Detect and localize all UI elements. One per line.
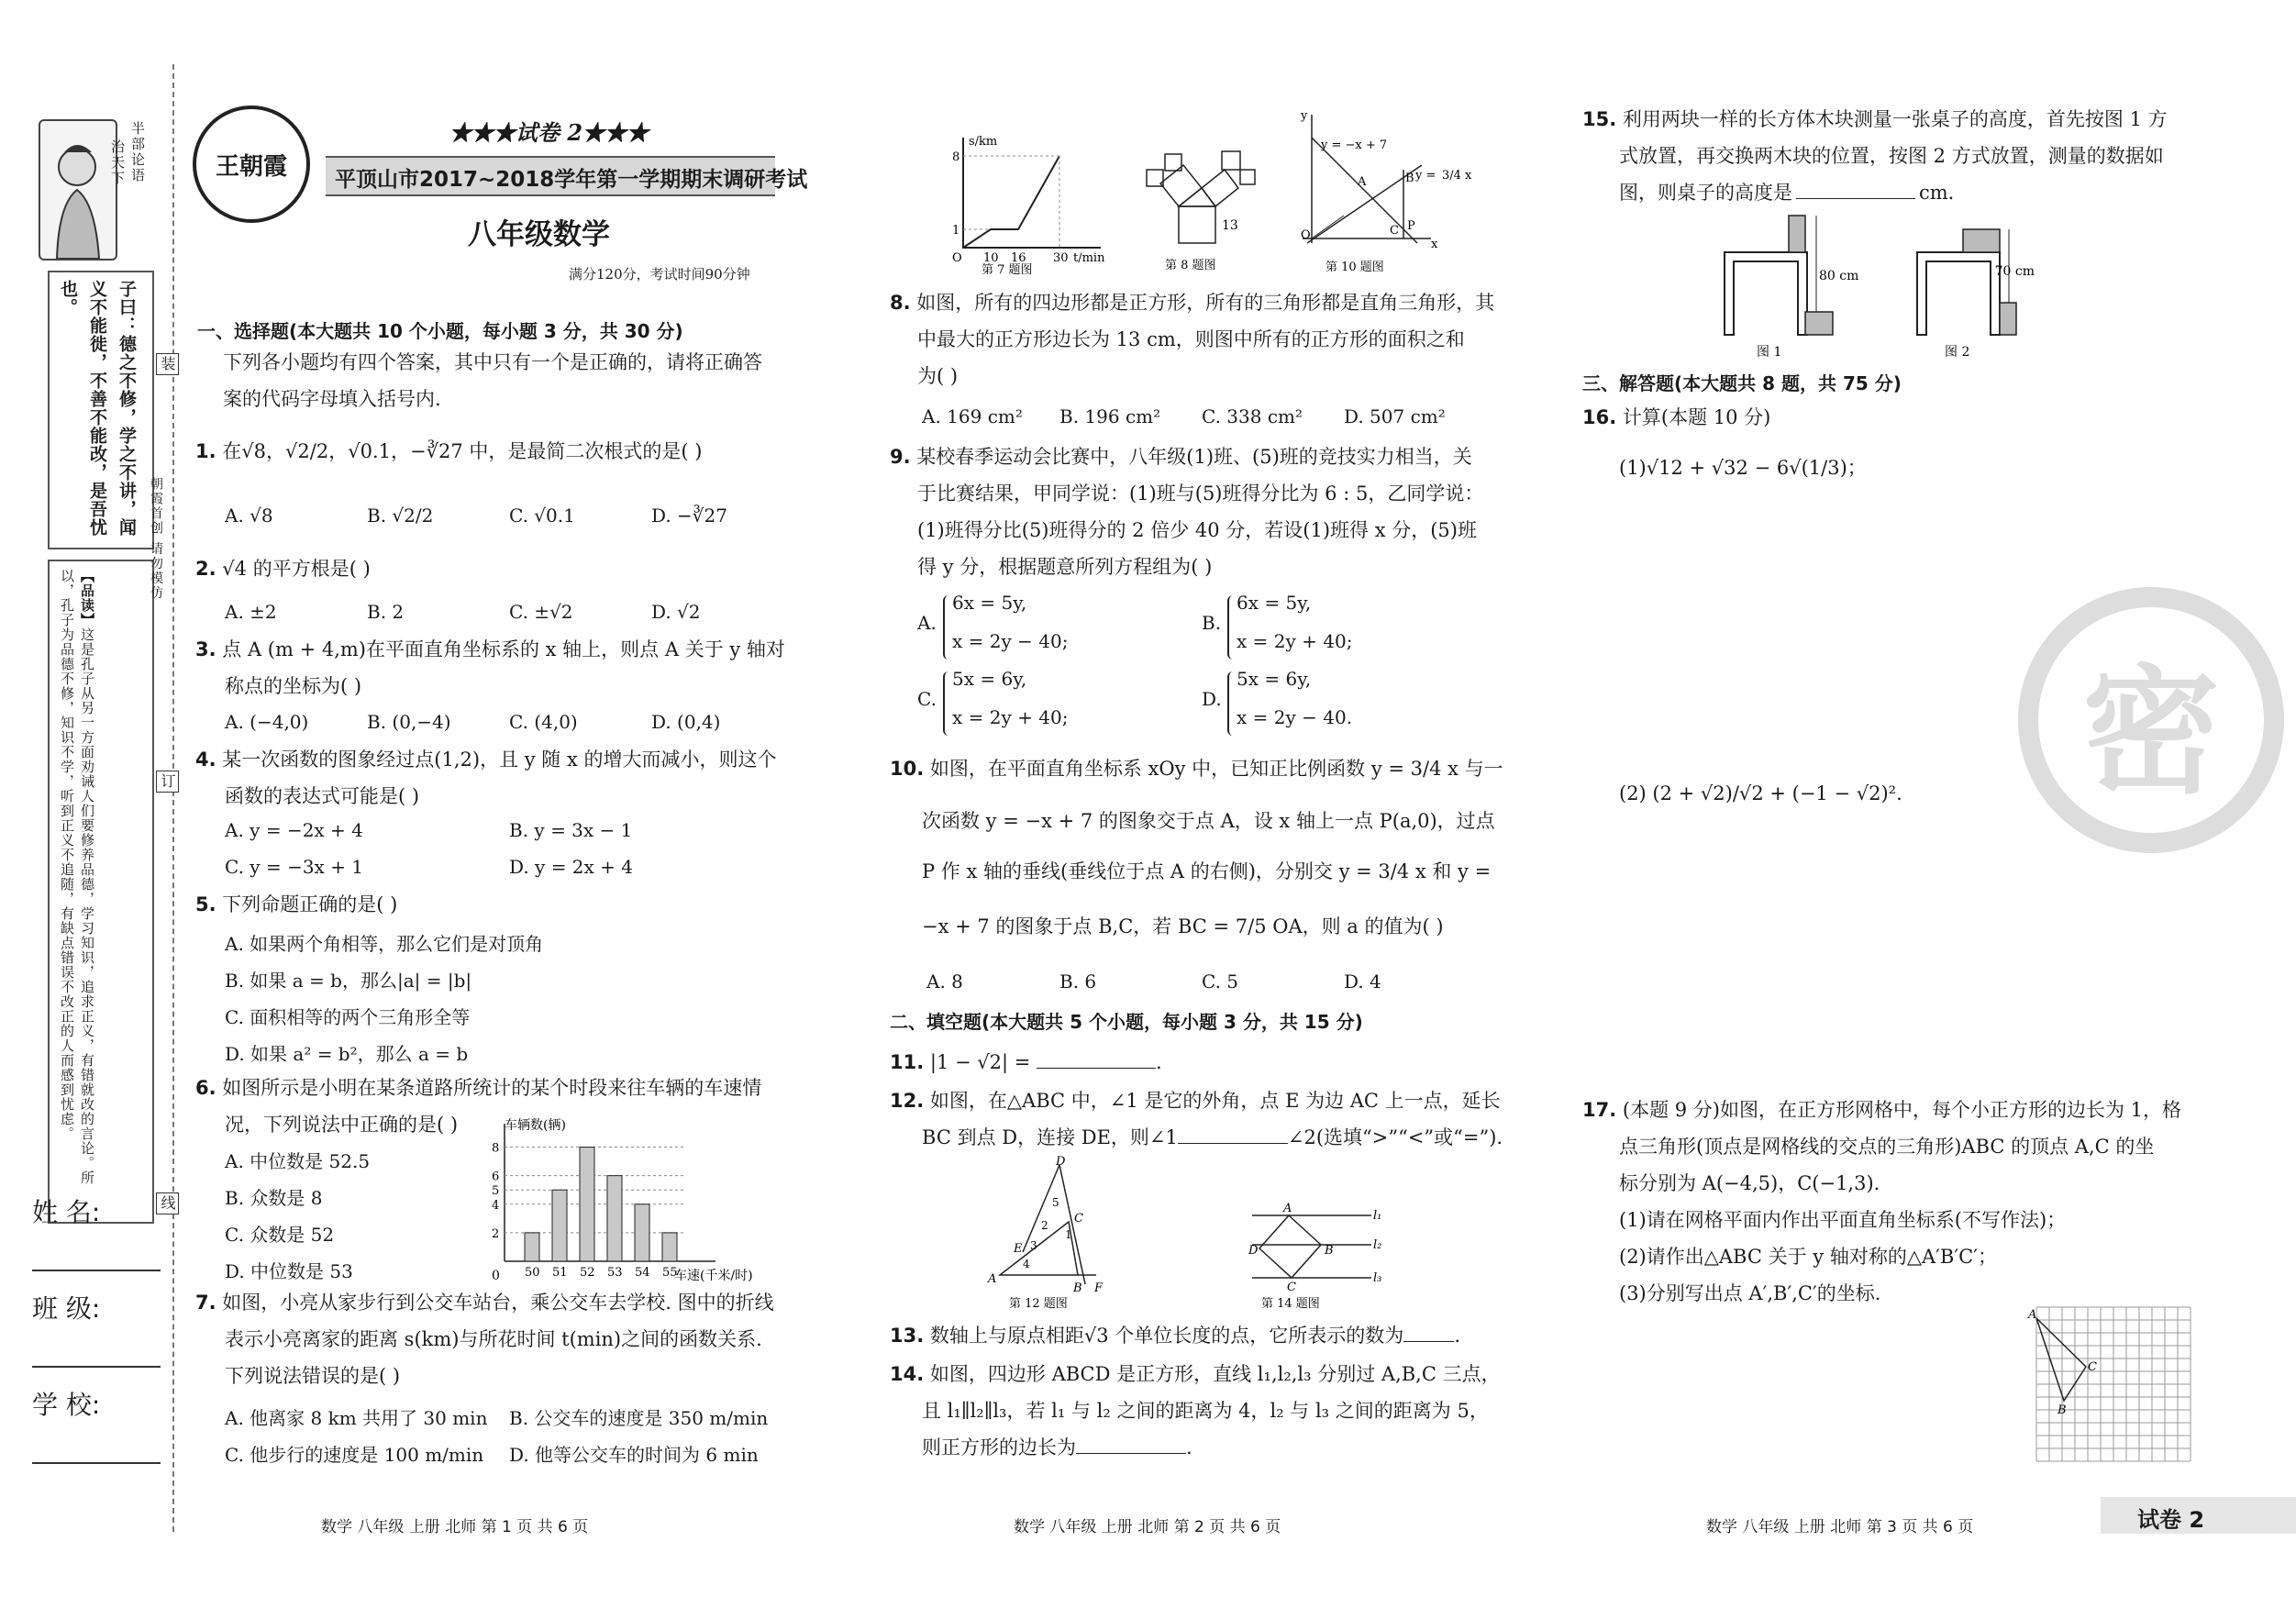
q2-opt-a[interactable]: A. ±2 — [225, 601, 277, 623]
fig10-line1: y = −x + 7 — [1321, 139, 1388, 152]
q9-opt-b-eq1: 6x = 5y, — [1237, 592, 1312, 614]
fig7-y8: 8 — [952, 150, 960, 164]
fig12-n3: 3 — [1030, 1239, 1037, 1252]
q4-opt-c[interactable]: C. y = −3x + 1 — [225, 856, 364, 878]
fig15-cap1: 图 1 — [1757, 345, 1782, 360]
chart-ytick-6: 6 — [492, 1170, 500, 1184]
q6-opt-d[interactable]: D. 中位数是 53 — [225, 1260, 353, 1282]
fig14-C: C — [1287, 1281, 1296, 1294]
q8-line2: 中最大的正方形边长为 13 cm，则图中所有的正方形的面积之和 — [917, 328, 1465, 350]
q17-line3: 标分别为 A(−4,5)，C(−1,3). — [1619, 1172, 1880, 1194]
q7-line1 — [195, 1284, 774, 1321]
fig12-n5: 5 — [1052, 1196, 1059, 1209]
q11-stem: |1 − √2| = — [929, 1051, 1037, 1073]
fig14-B: B — [1325, 1244, 1334, 1258]
fig10-x: x — [1431, 238, 1438, 251]
q4-opt-d[interactable]: D. y = 2x + 4 — [509, 856, 634, 878]
footer-page2: 数学 八年级 上册 北师 第 2 页 共 6 页 — [1014, 1518, 1281, 1536]
q9-line3: (1)班得分比(5)班得分的 2 倍少 40 分，若设(1)班得 x 分，(5)班 — [917, 519, 1477, 541]
q10-opt-a[interactable]: A. 8 — [926, 970, 963, 993]
fig10-y: y — [1301, 110, 1308, 123]
fig10-line2b: 3/4 x — [1442, 169, 1472, 183]
q8-line1 — [890, 284, 1494, 321]
chart-origin: 0 — [492, 1269, 500, 1283]
confucius-figure — [39, 119, 117, 261]
chart-bar-53 — [607, 1176, 622, 1261]
q7-opt-d[interactable]: D. 他等公交车的时间为 6 min — [509, 1444, 759, 1466]
chart-ytick-5: 5 — [492, 1184, 500, 1199]
fig12-E: E — [1014, 1242, 1023, 1256]
q16-answer-area-2[interactable] — [1619, 826, 2133, 1082]
q9-opt-b-brace — [1227, 595, 1237, 660]
q10-line1 — [890, 750, 1503, 787]
subject-title: 八年级数学 — [468, 218, 610, 251]
section3-title: 三、解答题(本大题共 8 题，共 75 分) — [1582, 372, 1902, 394]
q16-part1: (1)√12 + √32 − 6√(1/3)； — [1619, 457, 1867, 479]
q7-num: 7. — [195, 1292, 216, 1314]
q1-opt-a[interactable]: A. √8 — [225, 505, 273, 527]
exam-title: 平顶山市2017~2018学年第一学期期末调研考试 — [335, 168, 808, 192]
q8-opt-d[interactable]: D. 507 cm² — [1344, 405, 1446, 427]
confucius-icon — [40, 121, 116, 259]
q14-line1 — [890, 1356, 1501, 1392]
q13-stem: 数轴上与原点相距√3 个单位长度的点，它所表示的数为 — [929, 1325, 1404, 1347]
chart-ylabel: 车辆数(辆) — [505, 1118, 566, 1133]
fig14-l1: l₁ — [1373, 1209, 1382, 1223]
q15-unit: cm. — [1919, 182, 1955, 204]
q17-A: A — [2028, 1308, 2037, 1322]
section1-title: 一、选择题(本大题共 10 个小题，每小题 3 分，共 30 分) — [197, 320, 683, 342]
q11 — [890, 1044, 1162, 1081]
q1 — [195, 433, 702, 470]
paper-number: ★★★试卷 2★★★ — [449, 119, 649, 146]
fig12-n2: 2 — [1041, 1219, 1048, 1232]
copyright-text: 朝霞首创 请勿模仿 — [149, 477, 163, 601]
q11-answer-blank[interactable] — [1037, 1049, 1156, 1069]
fig12-A: A — [988, 1272, 997, 1286]
fig10-A: A — [1358, 175, 1367, 189]
q8-opt-c[interactable]: C. 338 cm² — [1202, 405, 1303, 427]
chart-xtick-53: 53 — [607, 1266, 623, 1280]
motto-2: 治天下 — [109, 139, 126, 186]
class-field[interactable] — [32, 1289, 161, 1368]
q14-num: 14. — [890, 1363, 925, 1385]
q1-opt-d[interactable]: D. −∛27 — [651, 505, 727, 527]
fig10-P: P — [1407, 219, 1415, 233]
fig7-caption: 第 7 题图 — [982, 263, 1033, 275]
fig7-x16: 16 — [1011, 251, 1026, 265]
figure-12 — [986, 1156, 1133, 1312]
fig8-label: 13 — [1222, 218, 1238, 233]
q2-opt-d[interactable]: D. √2 — [651, 601, 701, 623]
q1-stem-b: ，√0.1，−∛27 中，是最简二次根式的是( ) — [328, 440, 703, 462]
q4-num: 4. — [195, 749, 216, 771]
q10-opt-d[interactable]: D. 4 — [1344, 970, 1381, 993]
q3-stem1: 点 A (m + 4,m)在平面直角坐标系的 x 轴上，则点 A 关于 y 轴对 — [222, 638, 785, 660]
chart-bar-54 — [635, 1204, 649, 1261]
q13-num: 13. — [890, 1325, 925, 1347]
q7-opt-b[interactable]: B. 公交车的速度是 350 m/min — [509, 1407, 769, 1429]
q9-opt-d-brace — [1227, 671, 1237, 736]
q10-opt-b[interactable]: B. 6 — [1059, 970, 1097, 993]
logo-text: 王朝霞 — [215, 152, 287, 181]
q17-part1: (1)请在网格平面内作出平面直角坐标系(不写作法)； — [1619, 1209, 2067, 1231]
q8-opt-a[interactable]: A. 169 cm² — [922, 405, 1023, 427]
q5-num: 5. — [195, 893, 216, 915]
q10-line2: 次函数 y = −x + 7 的图象交于点 A，设 x 轴上一点 P(a,0)，过点 — [922, 810, 1495, 832]
q16-num: 16. — [1582, 406, 1617, 428]
exam-info: 满分120分，考试时间90分钟 — [569, 266, 750, 283]
q2-opt-c[interactable]: C. ±√2 — [509, 601, 573, 623]
q4-line1 — [195, 741, 776, 778]
q9-opt-c-eq1: 5x = 6y, — [952, 668, 1027, 690]
q15-line1 — [1582, 101, 2168, 138]
q10-opt-c[interactable]: C. 5 — [1202, 970, 1239, 993]
q6-opt-a[interactable]: A. 中位数是 52.5 — [225, 1150, 371, 1172]
fig15-cap2: 图 2 — [1945, 345, 1970, 360]
q3-opt-d[interactable]: D. (0,4) — [651, 711, 721, 733]
figure-10 — [1293, 110, 1477, 275]
motto-1: 半部论语 — [129, 121, 146, 183]
q12-line2 — [922, 1119, 1503, 1156]
q12-l2b: ∠2(选填“>”“<”或“=”). — [1287, 1126, 1503, 1148]
q7-opt-c[interactable]: C. 他步行的速度是 100 m/min — [225, 1444, 484, 1466]
chart-bar-51 — [552, 1190, 567, 1261]
q14-l1: 如图，四边形 ABCD 是正方形，直线 l₁,l₂,l₃ 分别过 A,B,C 三点， — [929, 1363, 1501, 1385]
q3-opt-c[interactable]: C. (4,0) — [509, 711, 578, 733]
q16-stem: 计算(本题 10 分) — [1622, 406, 1771, 428]
school-line — [32, 1462, 161, 1464]
q12-answer-blank[interactable] — [1178, 1125, 1288, 1144]
q10-num: 10. — [890, 758, 925, 780]
chart-ytick-8: 8 — [492, 1141, 500, 1156]
q13-answer-blank[interactable] — [1403, 1323, 1454, 1342]
q15-answer-blank[interactable] — [1796, 180, 1915, 199]
fig7-y1: 1 — [952, 224, 960, 238]
fig10-B: B — [1405, 172, 1414, 185]
q1-opt-c[interactable]: C. √0.1 — [509, 505, 575, 527]
fig10-caption: 第 10 题图 — [1325, 261, 1384, 274]
q17-part3: (3)分别写出点 A′,B′,C′的坐标. — [1619, 1282, 1881, 1304]
footer-page3: 数学 八年级 上册 北师 第 3 页 共 6 页 — [1706, 1518, 1974, 1536]
q4-line2: 函数的表达式可能是( ) — [225, 785, 420, 807]
logo — [193, 105, 310, 223]
chart-xtick-54: 54 — [635, 1266, 650, 1280]
q8-stem1: 如图，所有的四边形都是正方形，所有的三角形都是直角三角形，其 — [916, 292, 1495, 314]
fig7-ylabel: s/km — [969, 135, 998, 149]
q5-opt-d[interactable]: D. 如果 a² = b²，那么 a = b — [225, 1043, 469, 1065]
q2-num: 2. — [195, 558, 216, 580]
q9-line1 — [890, 438, 1472, 475]
q10-line3: P 作 x 轴的垂线(垂线位于点 A 的右侧)，分别交 y = 3/4 x 和 y = — [922, 860, 1492, 882]
q17-line2: 点三角形(顶点是网格线的交点的三角形)ABC 的顶点 A,C 的坐 — [1619, 1136, 2155, 1158]
q11-period: . — [1156, 1051, 1162, 1073]
q2-opt-b[interactable]: B. 2 — [367, 601, 405, 623]
q7-stem1: 如图，小亮从家步行到公交车站台，乘公交车去学校. 图中的折线 — [222, 1292, 774, 1314]
q9-opt-b-eq2: x = 2y + 40; — [1237, 630, 1353, 652]
q2-stem: √4 的平方根是( ) — [222, 558, 371, 580]
q9-opt-a-label: A. — [917, 612, 937, 634]
fig14-l2: l₂ — [1373, 1238, 1382, 1252]
q14-period: . — [1186, 1436, 1192, 1458]
q12-l2a: BC 到点 D，连接 DE，则∠1 — [922, 1126, 1178, 1148]
q14-l3: 则正方形的边长为 — [922, 1436, 1076, 1458]
name-label: 姓 名: — [32, 1197, 101, 1227]
fig12-F: F — [1094, 1281, 1104, 1295]
class-label: 班 级: — [32, 1293, 101, 1324]
name-field[interactable] — [32, 1192, 161, 1271]
fig12-D: D — [1056, 1156, 1066, 1169]
fig14-l3: l₃ — [1373, 1271, 1382, 1285]
q4-opt-a[interactable]: A. y = −2x + 4 — [225, 819, 363, 841]
q17-num: 17. — [1582, 1099, 1617, 1121]
q9-opt-c-brace — [943, 671, 952, 736]
fig7-origin: O — [952, 251, 962, 265]
q12-num: 12. — [890, 1090, 925, 1112]
q17-part2: (2)请作出△ABC 关于 y 轴对称的△A′B′C′； — [1619, 1246, 1997, 1268]
q7-line3: 下列说法错误的是( ) — [225, 1365, 401, 1387]
q6-line1 — [195, 1070, 761, 1106]
q10-line4: −x + 7 的图象于点 B,C，若 BC = 7/5 OA，则 a 的值为( ) — [922, 915, 1444, 937]
fig7-x30: 30 — [1053, 251, 1069, 265]
fig14-A: A — [1283, 1202, 1292, 1215]
q16-part2: (2) (2 + √2)/√2 + (−1 − √2)². — [1619, 782, 1902, 804]
q17-line1 — [1582, 1092, 2181, 1128]
q9-opt-c-eq2: x = 2y + 40; — [952, 706, 1069, 728]
q9-stem1: 某校春季运动会比赛中，八年级(1)班、(5)班的竞技实力相当，关 — [916, 446, 1472, 468]
q3-opt-b[interactable]: B. (0,−4) — [367, 711, 451, 733]
q2 — [195, 550, 371, 587]
fig7-x10: 10 — [983, 251, 999, 265]
fig12-C: C — [1074, 1212, 1083, 1225]
fig14-caption: 第 14 题图 — [1261, 1297, 1320, 1311]
fig15-m1: 80 cm — [1819, 269, 1859, 283]
q17-grid[interactable] — [2027, 1298, 2197, 1468]
quote-text: 子曰：德之不修，学之不讲，闻义不能徙，不善不能改，是吾忧也。 — [58, 280, 137, 537]
section1-instr-1: 下列各小题均有四个答案，其中只有一个是正确的，请将正确答 — [223, 351, 762, 373]
q9-opt-c-label: C. — [917, 688, 937, 710]
q6-line2: 况，下列说法中正确的是( ) — [225, 1114, 459, 1136]
figure-8 — [1137, 128, 1266, 275]
fig12-n4: 4 — [1023, 1258, 1030, 1270]
chart-ytick-2: 2 — [492, 1226, 500, 1241]
q9-opt-d-label: D. — [1202, 688, 1222, 710]
q4-stem1: 某一次函数的图象经过点(1,2)，且 y 随 x 的增大而减小，则这个 — [222, 749, 777, 771]
footer-paper-tag: 试卷 2 — [2137, 1507, 2205, 1533]
q5-opt-b[interactable]: B. 如果 a = b，那么|a| = |b| — [225, 970, 472, 992]
q15-num: 15. — [1582, 108, 1617, 130]
chart-bar-52 — [580, 1148, 594, 1261]
q17-C: C — [2088, 1360, 2097, 1374]
figure-14 — [1234, 1197, 1399, 1312]
q9-opt-a-eq2: x = 2y − 40; — [952, 630, 1069, 652]
q9-line4: 得 y 分，根据题意所列方程组为( ) — [917, 556, 1213, 578]
q14-answer-blank[interactable] — [1076, 1435, 1186, 1454]
seal-char-2: 订 — [156, 771, 179, 793]
school-field[interactable] — [32, 1385, 161, 1464]
class-line — [32, 1366, 161, 1368]
comment-body: 这是孔子从另一方面劝诫人们要修养品德，学习知识，追求正义，有错就改的言论。所以，孔子为品德不修，知识不学，听到正义不追随，有缺点错误不改正的人而感到忧虑。 — [59, 569, 95, 1185]
q11-num: 11. — [890, 1051, 925, 1073]
comment-label: 【品读】 — [79, 569, 95, 627]
q9-line2: 于比赛结果，甲同学说：(1)班与(5)班得分比为 6 : 5，乙同学说： — [917, 482, 1484, 505]
name-line — [32, 1270, 161, 1271]
q14-line2: 且 l₁∥l₂∥l₃，若 l₁ 与 l₂ 之间的距离为 4，l₂ 与 l₃ 之间的距离为 5， — [922, 1400, 1489, 1422]
watermark-seal — [2018, 587, 2284, 853]
footer-page1: 数学 八年级 上册 北师 第 1 页 共 6 页 — [321, 1518, 589, 1536]
q7-opt-a[interactable]: A. 他离家 8 km 共用了 30 min — [225, 1407, 488, 1429]
q5 — [195, 886, 397, 923]
q3-opt-a[interactable]: A. (−4,0) — [225, 711, 309, 733]
q6-opt-b[interactable]: B. 众数是 8 — [225, 1187, 323, 1209]
fig12-B: B — [1073, 1281, 1082, 1295]
q6-num: 6. — [195, 1077, 216, 1099]
seal-char-1: 装 — [156, 353, 179, 375]
q13-period: . — [1454, 1325, 1460, 1347]
q15-l3: 图，则桌子的高度是 — [1619, 182, 1792, 204]
q9-num: 9. — [890, 446, 911, 468]
fig14-D: D — [1248, 1244, 1259, 1258]
q1-stem-a: 在√8， — [222, 440, 286, 462]
seal-char-3: 线 — [156, 1192, 179, 1214]
q12-line1 — [890, 1082, 1501, 1119]
q17-B: B — [2058, 1403, 2067, 1417]
section1-instr-2: 案的代码字母填入括号内. — [223, 388, 441, 410]
q4-opt-b[interactable]: B. y = 3x − 1 — [509, 819, 633, 841]
chart-ytick-4: 4 — [492, 1198, 500, 1213]
q1-opt-b[interactable]: B. √2/2 — [367, 505, 434, 527]
fig12-n1: 1 — [1065, 1228, 1072, 1241]
chart-bar-50 — [525, 1233, 539, 1261]
q1-num: 1. — [195, 440, 216, 462]
q9-opt-a-brace — [943, 595, 952, 660]
q8-opt-b[interactable]: B. 196 cm² — [1059, 405, 1161, 427]
q3-line1 — [195, 631, 785, 668]
fig15-m2: 70 cm — [1994, 264, 2035, 279]
chart-xlabel: 车速(千米/时) — [674, 1269, 753, 1283]
q9-opt-a-eq1: 6x = 5y, — [952, 592, 1027, 614]
q16 — [1582, 399, 1770, 436]
fig7-xlabel: t/min — [1073, 251, 1105, 265]
figure-15 — [1706, 211, 2036, 362]
fig8-caption: 第 8 题图 — [1165, 259, 1216, 272]
q14-line3 — [922, 1429, 1192, 1466]
watermark-text: 密 — [2081, 653, 2220, 813]
fig10-C: C — [1390, 224, 1399, 238]
q6-stem1: 如图所示是小明在某条道路所统计的某个时段来往车辆的车速情 — [222, 1077, 762, 1099]
q15-line3 — [1619, 174, 1954, 211]
fig10-line2a: y = — [1415, 169, 1436, 183]
q12-l1: 如图，在△ABC 中，∠1 是它的外角，点 E 为边 AC 上一点，延长 — [929, 1090, 1501, 1112]
q3-line2: 称点的坐标为( ) — [225, 675, 362, 697]
q1-frac: √2/2 — [285, 440, 329, 462]
q9-opt-b-label: B. — [1202, 612, 1222, 634]
fig10-O: O — [1301, 228, 1311, 242]
chart-xtick-50: 50 — [525, 1266, 540, 1280]
q6-bar-chart — [468, 1115, 816, 1289]
chart-xtick-52: 52 — [580, 1266, 595, 1280]
chart-xtick-55: 55 — [662, 1266, 678, 1280]
q5-opt-c[interactable]: C. 面积相等的两个三角形全等 — [225, 1006, 471, 1028]
q15-l1: 利用两块一样的长方体木块测量一张桌子的高度，首先按图 1 方 — [1622, 108, 2168, 130]
q3-num: 3. — [195, 638, 216, 660]
chart-bar-55 — [662, 1233, 677, 1261]
q15-line2: 式放置，再交换两木块的位置，按图 2 方式放置，测量的数据如 — [1619, 145, 2164, 167]
q9-opt-d-eq2: x = 2y − 40. — [1237, 706, 1353, 728]
chart-xtick-51: 51 — [552, 1266, 568, 1280]
q13 — [890, 1317, 1460, 1354]
q7-line2: 表示小亮离家的距离 s(km)与所花时间 t(min)之间的函数关系. — [225, 1328, 762, 1350]
comment-text — [57, 569, 97, 1211]
school-label: 学 校: — [32, 1390, 101, 1420]
figure-7 — [926, 128, 1110, 275]
q10-l1: 如图，在平面直角坐标系 xOy 中，已知正比例函数 y = 3/4 x 与一 — [929, 758, 1503, 780]
q9-opt-d-eq1: 5x = 6y, — [1237, 668, 1312, 690]
q8-num: 8. — [890, 292, 911, 314]
q17-l1: (本题 9 分)如图，在正方形网格中，每个小正方形的边长为 1，格 — [1622, 1099, 2182, 1121]
section2-title: 二、填空题(本大题共 5 个小题，每小题 3 分，共 15 分) — [890, 1011, 1363, 1033]
fig12-caption: 第 12 题图 — [1009, 1297, 1068, 1311]
binding-line — [172, 64, 174, 1532]
q5-opt-a[interactable]: A. 如果两个角相等，那么它们是对顶角 — [225, 933, 544, 955]
q8-line3: 为( ) — [917, 365, 959, 387]
q6-opt-c[interactable]: C. 众数是 52 — [225, 1224, 335, 1246]
q5-stem: 下列命题正确的是( ) — [222, 893, 398, 915]
